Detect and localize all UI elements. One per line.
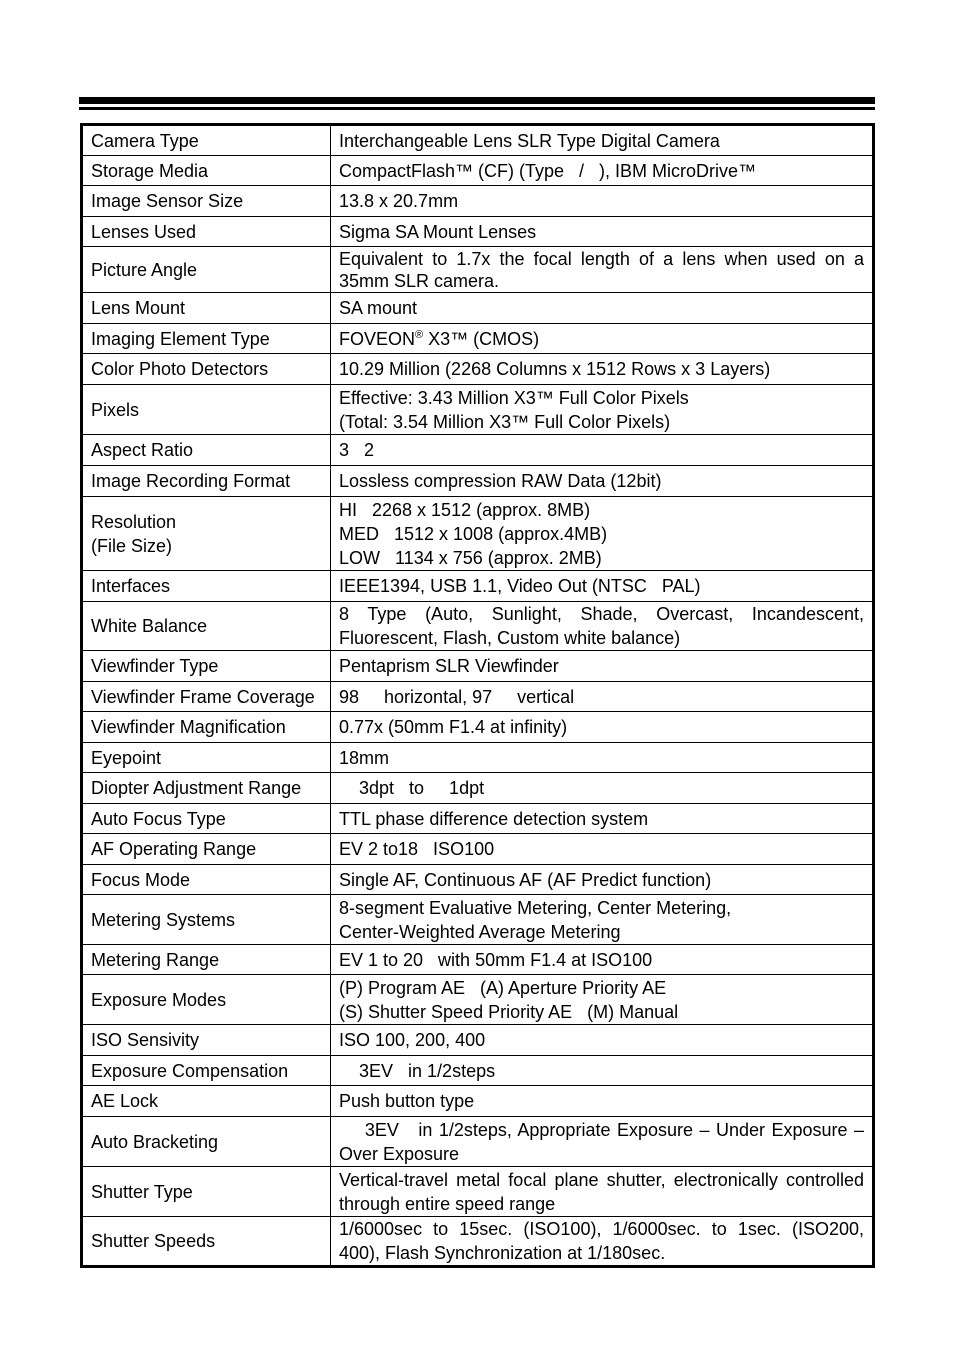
specifications-table [80,123,875,1268]
spec-value-line: MED 1512 x 1008 (approx.4MB) [339,523,608,544]
spec-value: ISO 100, 200, 400 [331,1025,874,1056]
table-row [82,466,874,497]
spec-key: Color Photo Detectors [82,354,331,385]
table-row [82,804,874,834]
table-row [82,895,874,945]
spec-value-line: (P) Program AE (A) Aperture Priority AE [339,977,667,998]
table-row [82,125,874,156]
table-row [82,435,874,466]
spec-key: Diopter Adjustment Range [82,773,331,804]
spec-key: Imaging Element Type [82,324,331,354]
spec-value: 18mm [331,743,874,773]
table-row [82,1086,874,1117]
table-row [82,602,874,651]
spec-value: SA mount [331,293,874,324]
spec-value: Pentaprism SLR Viewfinder [331,651,874,682]
spec-value-line: Effective: 3.43 Million X3™ Full Color Pixels [339,387,689,408]
spec-key: Image Sensor Size [82,186,331,217]
spec-value: EV 1 to 20 with 50mm F1.4 at ISO100 [331,945,874,975]
spec-value: 98 horizontal, 97 vertical [331,682,874,712]
spec-value-text: X3™ (CMOS) [423,328,540,349]
spec-key-line: (File Size) [91,535,173,556]
table-row [82,945,874,975]
spec-value-line: (Total: 3.54 Million X3™ Full Color Pixels) [339,411,671,432]
table-row [82,385,874,435]
spec-value-line: LOW 1134 x 756 (approx. 2MB) [339,547,602,568]
spec-key: Exposure Modes [82,975,331,1025]
table-row [82,975,874,1025]
spec-value [331,385,874,435]
spec-value-line: Center-Weighted Average Metering [339,921,621,942]
header-rule-thick [79,97,875,104]
table-row [82,497,874,571]
spec-value: TTL phase difference detection system [331,804,874,834]
spec-value-text: FOVEON [339,328,416,349]
spec-key: Storage Media [82,156,331,186]
spec-key: Auto Focus Type [82,804,331,834]
table-row [82,1025,874,1056]
table-row [82,293,874,324]
spec-value: 3EV in 1/2steps, Appropriate Exposure – Under Exposure – Over Exposure [331,1117,874,1167]
spec-value-line: 8-segment Evaluative Metering, Center Metering, [339,897,732,918]
table-row [82,865,874,895]
spec-value: EV 2 to18 ISO100 [331,834,874,865]
spec-value: 0.77x (50mm F1.4 at infinity) [331,712,874,743]
spec-value: Interchangeable Lens SLR Type Digital Camera [331,125,874,156]
table-row [82,186,874,217]
spec-key-line: Resolution [91,511,177,532]
spec-value [331,975,874,1025]
spec-value [331,324,874,354]
spec-value: 8 Type (Auto, Sunlight, Shade, Overcast, Incandescent, Fluorescent, Flash, Custom white balance) [331,602,874,651]
spec-key: Metering Systems [82,895,331,945]
spec-value: 13.8 x 20.7mm [331,186,874,217]
spec-value: 1/6000sec to 15sec. (ISO100), 1/6000sec. to 1sec. (ISO200, 400), Flash Synchronization at 1/180sec. [331,1217,874,1267]
table-row [82,1167,874,1217]
table-row [82,354,874,385]
table-row [82,682,874,712]
spec-value [331,895,874,945]
spec-key: AE Lock [82,1086,331,1117]
spec-key: Lens Mount [82,293,331,324]
spec-value-line: HI 2268 x 1512 (approx. 8MB) [339,499,591,520]
spec-key: Aspect Ratio [82,435,331,466]
spec-value: Single AF, Continuous AF (AF Predict function) [331,865,874,895]
spec-value: Lossless compression RAW Data (12bit) [331,466,874,497]
spec-key [82,497,331,571]
spec-value: 3 2 [331,435,874,466]
spec-value: Equivalent to 1.7x the focal length of a lens when used on a 35mm SLR camera. [331,247,874,293]
spec-key: Image Recording Format [82,466,331,497]
spec-key: Focus Mode [82,865,331,895]
spec-key: Auto Bracketing [82,1117,331,1167]
spec-key: Lenses Used [82,217,331,247]
spec-key: Picture Angle [82,247,331,293]
table-row [82,834,874,865]
spec-key: Shutter Type [82,1167,331,1217]
spec-key: AF Operating Range [82,834,331,865]
spec-value: Sigma SA Mount Lenses [331,217,874,247]
table-row [82,712,874,743]
table-row [82,743,874,773]
table-row [82,1217,874,1267]
spec-value: IEEE1394, USB 1.1, Video Out (NTSC PAL) [331,571,874,602]
spec-key: Metering Range [82,945,331,975]
header-rule-thin [79,107,875,110]
table-row [82,773,874,804]
spec-key: Viewfinder Frame Coverage [82,682,331,712]
spec-key: White Balance [82,602,331,651]
spec-key: Shutter Speeds [82,1217,331,1267]
spec-value: Vertical-travel metal focal plane shutter, electronically controlled through entire speed range [331,1167,874,1217]
spec-value: CompactFlash™ (CF) (Type / ), IBM MicroDrive™ [331,156,874,186]
spec-value: Push button type [331,1086,874,1117]
registered-mark: ® [415,328,424,341]
table-row [82,651,874,682]
spec-value-line: (S) Shutter Speed Priority AE (M) Manual [339,1001,679,1022]
spec-key: ISO Sensivity [82,1025,331,1056]
spec-value: 10.29 Million (2268 Columns x 1512 Rows x 3 Layers) [331,354,874,385]
table-row [82,571,874,602]
table-row [82,217,874,247]
spec-key: Eyepoint [82,743,331,773]
spec-value [331,497,874,571]
spec-key: Exposure Compensation [82,1056,331,1086]
spec-key: Camera Type [82,125,331,156]
table-row [82,1056,874,1086]
spec-key: Viewfinder Type [82,651,331,682]
table-row [82,247,874,293]
spec-key: Interfaces [82,571,331,602]
table-row [82,156,874,186]
spec-value: 3EV in 1/2steps [331,1056,874,1086]
spec-value: 3dpt to 1dpt [331,773,874,804]
spec-key: Pixels [82,385,331,435]
spec-key: Viewfinder Magnification [82,712,331,743]
table-row [82,1117,874,1167]
table-row [82,324,874,354]
